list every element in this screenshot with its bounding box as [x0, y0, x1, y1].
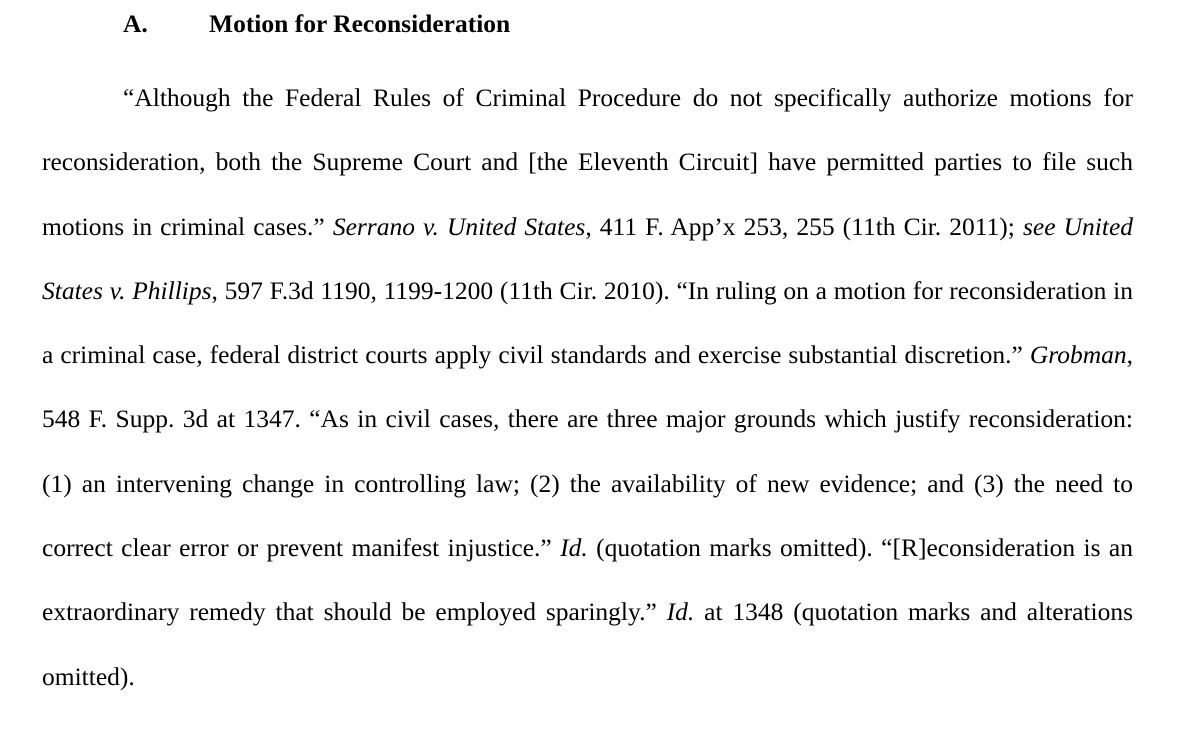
text-segment: , 411 F. App’x 253, 255 (11th Cir. 2011); [585, 211, 1023, 241]
section-heading [123, 4, 510, 44]
text-segment: , 597 F.3d 1190, 1199-1200 (11th Cir. 2010). “In ruling on a motion for reconsideration in a criminal case, federal district courts apply civil standards and exercise substantial discretion.” [42, 275, 1133, 370]
id-citation: Id. [560, 533, 588, 563]
text-segment: , 548 F. Supp. 3d at 1347. “As in civil cases, there are three major grounds which justify reconsideration: (1) an intervening change in controlling law; (2) the availability of new evidence; and (3) the need to correct clear error or prevent manifest injustice.” [42, 340, 1133, 563]
text-segment: at 1348 (quotation marks and alterations omitted). [42, 597, 1134, 691]
case-citation-phillips: see United States v. Phillips [42, 211, 1134, 305]
case-citation-grobman: Grobman [1029, 340, 1127, 370]
text-segment: (quotation marks omitted). “[R]econsideration is an extraordinary remedy that should be employed sparingly.” [42, 533, 1133, 627]
body-paragraph [42, 66, 1133, 709]
section-letter: A. [123, 9, 148, 38]
section-title: Motion for Reconsideration [209, 9, 511, 38]
case-citation-serrano: Serrano v. United States [332, 211, 586, 241]
id-citation: Id. [666, 597, 695, 627]
text-segment: “Although the Federal Rules of Criminal Procedure do not specifically authorize motions for reconsideration, both the Supreme Court and [the Eleventh Circuit] have permitted parties to file such motions in criminal cases.” [42, 83, 1133, 241]
